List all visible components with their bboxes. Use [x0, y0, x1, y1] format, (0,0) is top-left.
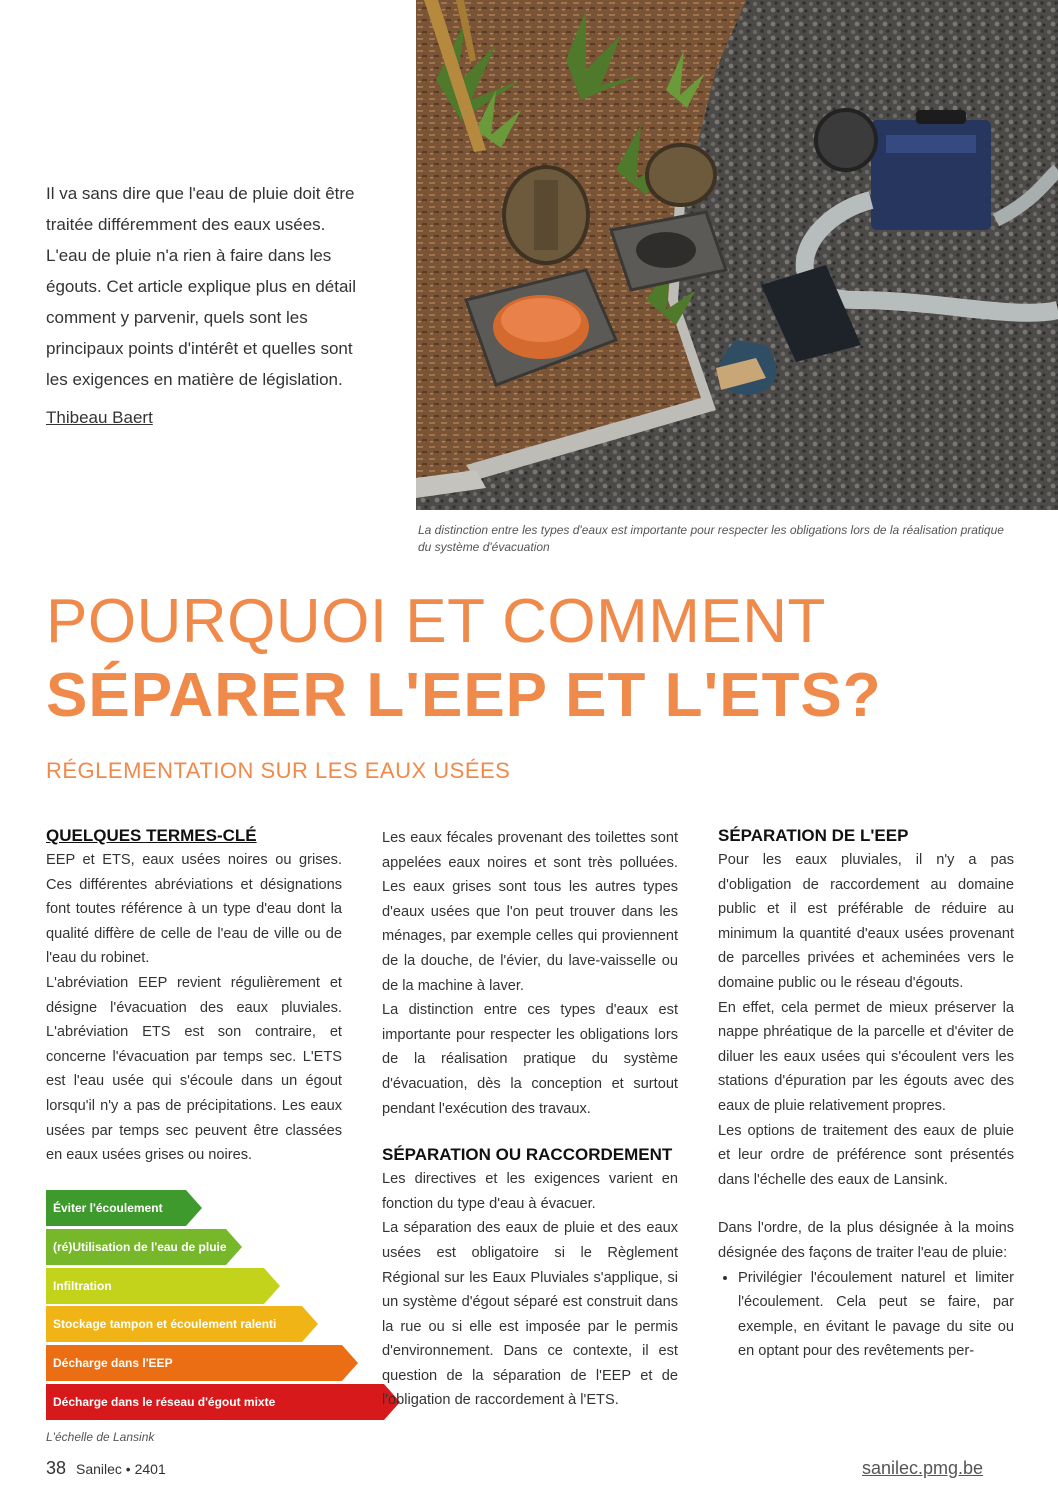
intro-text: [46, 178, 366, 395]
list-item: • Privilégier l'écoulement naturel et limiter l'écoulement. Cela peut se faire, par exemple, en évitant le pavage du site ou en optant pour des revêtements per-: [738, 1266, 1014, 1364]
website-link[interactable]: sanilec.pmg.be: [862, 1458, 984, 1478]
ladder-step-6: [46, 1384, 400, 1420]
bullet-list: [718, 1266, 1014, 1364]
ladder-step-label: Stockage tampon et écoulement ralenti: [53, 1317, 277, 1331]
manhole-photo-illustration: [416, 0, 1058, 510]
section-title-key-terms: QUELQUES TERMES-CLÉ: [46, 826, 257, 845]
article-photo: [416, 0, 1058, 510]
column-1: [46, 824, 342, 1168]
photo-caption: La distinction entre les types d'eaux est importante pour respecter les obligations lors de la réalisation pratique du système d'évacuation: [418, 523, 1004, 554]
ladder-step-5: [46, 1345, 358, 1381]
paragraph: En effet, cela permet de mieux préserver la nappe phréatique de la parcelle et d'éviter de diluer les eaux usées qui s'écoulent vers les stations d'épuration par les égouts avec des eaux de pluie relativement propres.: [718, 999, 1014, 1114]
page-number: 38: [46, 1458, 67, 1478]
paragraph: Les directives et les exigences varient en fonction du type d'eau à évacuer.: [382, 1171, 678, 1212]
section-title-separation-raccordement: SÉPARATION OU RACCORDEMENT: [382, 1145, 673, 1165]
author-link[interactable]: Thibeau Baert: [46, 408, 153, 427]
headline-line2: SÉPARER L'EEP ET L'ETS?: [46, 661, 882, 730]
section-title-separation-eep: SÉPARATION DE L'EEP: [718, 826, 909, 845]
ladder-step-1: [46, 1190, 202, 1226]
ladder-step-label: Décharge dans l'EEP: [53, 1356, 173, 1370]
intro-paragraph: Il va sans dire que l'eau de pluie doit être traitée différemment des eaux usées. L'eau de pluie n'a rien à faire dans les égouts. Cet article explique plus en détail comment y parvenir, quels sont les principaux points d'intérêt et quelles sont les exigences en matière de législation.: [46, 184, 356, 389]
column-2: [382, 826, 678, 1413]
ladder-step-label: Décharge dans le réseau d'égout mixte: [53, 1395, 276, 1409]
ladder-caption: L'échelle de Lansink: [46, 1430, 155, 1444]
ladder-step-4: [46, 1306, 318, 1342]
ladder-step-3: [46, 1268, 280, 1304]
ladder-step-label: Infiltration: [53, 1279, 112, 1293]
lansink-ladder: [46, 1188, 406, 1426]
headline-subtitle: RÉGLEMENTATION SUR LES EAUX USÉES: [46, 758, 511, 783]
ladder-step-label: (ré)Utilisation de l'eau de pluie: [53, 1240, 227, 1254]
ladder-step-label: Éviter l'écoulement: [53, 1201, 163, 1215]
paragraph: La distinction entre ces types d'eaux est importante pour respecter les obligations lors de la réalisation pratique du système d'évacuation, dès la conception et surtout pendant l'exécution des travaux.: [382, 1002, 678, 1117]
column-3: [718, 824, 1014, 1364]
paragraph: L'abréviation EEP revient régulièrement et désigne l'évacuation des eaux pluviales. L'abréviation ETS est son contraire, et concerne l'évacuation par temps sec. L'ETS est l'eau usée qui s'écoule dans un égout lorsqu'il n'y a pas de précipitations. Les eaux usées par temps sec peuvent être classées en eaux usées grises ou noires.: [46, 974, 342, 1164]
lansink-ladder-graphic: [46, 1188, 406, 1426]
paragraph: Les eaux fécales provenant des toilettes sont appelées eaux noires et sont très polluées. Les eaux grises sont tous les autres types d'eaux usées que l'on peut trouver dans les ménages, par exemple celles qui proviennent de la douche, de l'évier, du lave-vaisselle ou de la machine à laver.: [382, 830, 678, 994]
magazine-issue: Sanilec • 2401: [76, 1461, 166, 1477]
paragraph: La séparation des eaux de pluie et des eaux usées est obligatoire si le Règlement Régional sur les Eaux Pluviales s'applique, si un système d'égout séparé est construit dans la rue ou si elle est imposée par le permis d'environnement. Dans ce contexte, il est question de la séparation de l'EEP et de l'obligation de raccordement à l'ETS.: [382, 1220, 678, 1409]
headline-line1: POURQUOI ET COMMENT: [46, 587, 826, 656]
ladder-step-2: [46, 1229, 242, 1265]
paragraph: Les options de traitement des eaux de pluie et leur ordre de préférence sont présentés dans l'échelle des eaux de Lansink.: [718, 1122, 1014, 1188]
paragraph: Pour les eaux pluviales, il n'y a pas d'obligation de raccordement au domaine public et il est préférable de réduire au minimum la quantité d'eaux usées provenant de parcelles privées et acheminées vers le domaine public ou le réseau d'égouts.: [718, 852, 1014, 991]
paragraph: Dans l'ordre, de la plus désignée à la moins désignée des façons de traiter l'eau de pluie:: [718, 1220, 1014, 1261]
paragraph: EEP et ETS, eaux usées noires ou grises. Ces différentes abréviations et désignations font toutes référence à un type d'eau dont la qualité diffère de celle de l'eau de ville ou de l'eau du robinet.: [46, 852, 342, 967]
